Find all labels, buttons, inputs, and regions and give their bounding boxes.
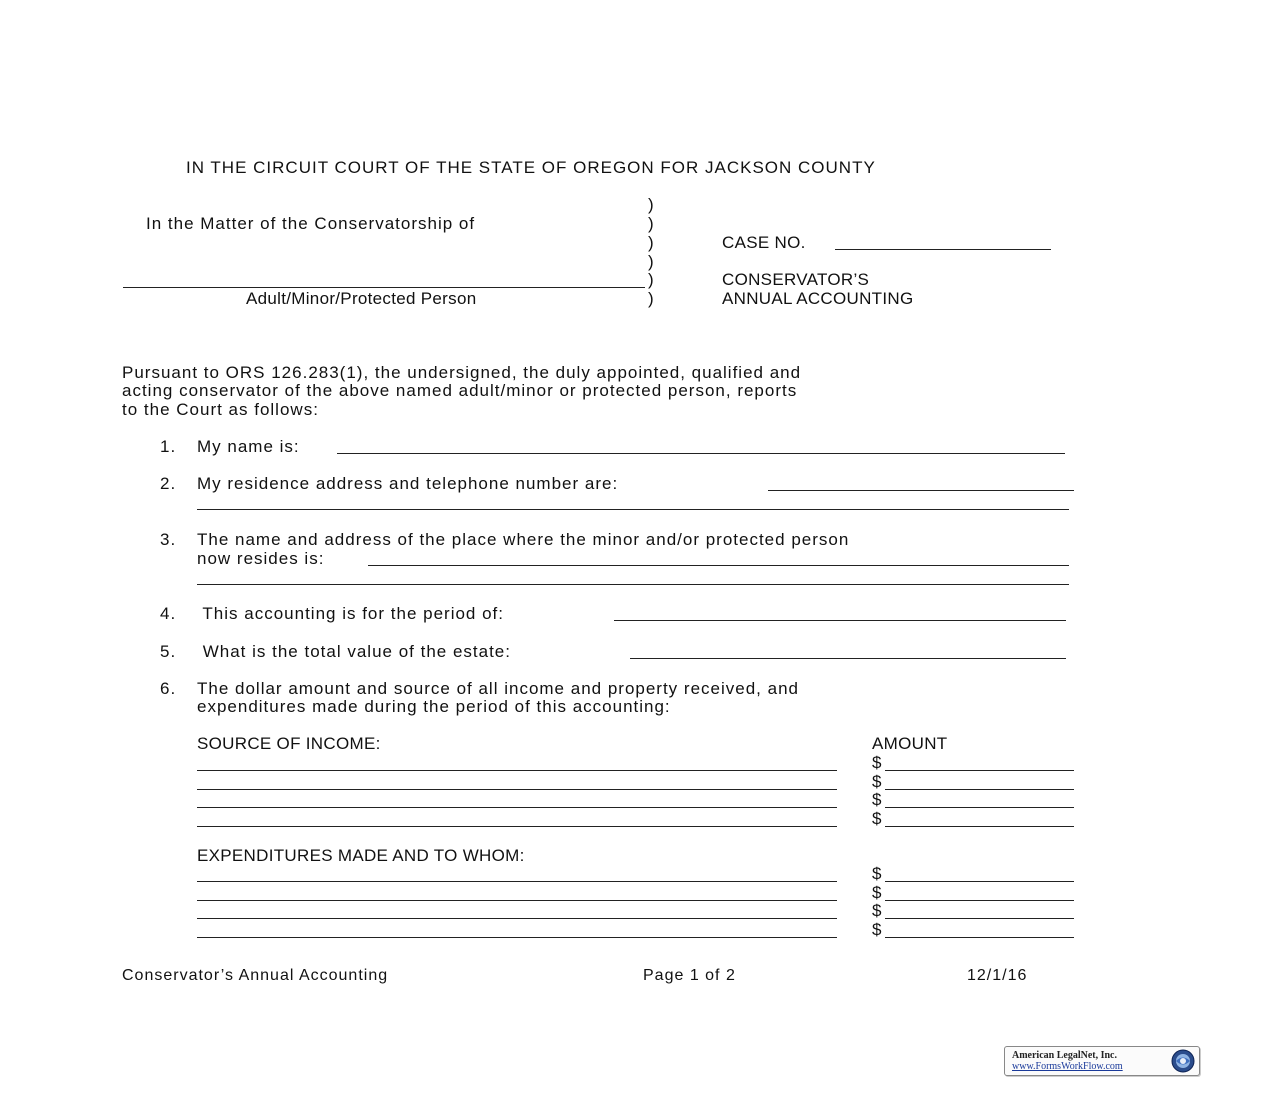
expenditure-amount-field[interactable]: [885, 937, 1074, 938]
intro-line-2: acting conservator of the above named adult/minor or protected person, reports: [122, 381, 798, 400]
globe-icon: [1171, 1049, 1195, 1073]
expenditure-field[interactable]: [197, 881, 837, 882]
court-title: IN THE CIRCUIT COURT OF THE STATE OF OREGON FOR JACKSON COUNTY: [186, 158, 876, 177]
income-source-field[interactable]: [197, 789, 837, 790]
party-label: Adult/Minor/Protected Person: [246, 289, 477, 308]
item-number: 3.: [160, 530, 177, 549]
income-amount-header: AMOUNT: [872, 734, 948, 753]
intro-line-1: Pursuant to ORS 126.283(1), the undersigned, the duly appointed, qualified and: [122, 363, 802, 382]
paren: ): [648, 195, 654, 214]
case-no-field[interactable]: [835, 249, 1051, 250]
paren: ): [648, 252, 654, 271]
item-number: 1.: [160, 437, 177, 456]
item-text-cont: now resides is:: [197, 549, 325, 568]
name-field[interactable]: [337, 453, 1065, 454]
estate-value-field[interactable]: [630, 658, 1066, 659]
income-amount-field[interactable]: [885, 789, 1074, 790]
item-text-cont: expenditures made during the period of this accounting:: [197, 697, 671, 716]
doc-title-line1: CONSERVATOR’S: [722, 270, 870, 289]
expenditures-header: EXPENDITURES MADE AND TO WHOM:: [197, 846, 525, 865]
period-field[interactable]: [614, 620, 1066, 621]
expenditure-field[interactable]: [197, 937, 837, 938]
protected-residence-field-line-2[interactable]: [197, 584, 1069, 585]
item-text: My name is:: [197, 437, 300, 456]
item-number: 2.: [160, 474, 177, 493]
item-number: 4.: [160, 604, 177, 623]
party-name-field[interactable]: [123, 287, 645, 288]
dollar-sign: $: [872, 809, 882, 828]
dollar-sign: $: [872, 753, 882, 772]
expenditure-amount-field[interactable]: [885, 900, 1074, 901]
dollar-sign: $: [872, 790, 882, 809]
income-amount-field[interactable]: [885, 826, 1074, 827]
paren: ): [648, 270, 654, 289]
matter-label: In the Matter of the Conservatorship of: [146, 214, 476, 233]
item-text: The name and address of the place where the minor and/or protected person: [197, 530, 850, 549]
item-number: 5.: [160, 642, 177, 661]
logo-company-name: American LegalNet, Inc.: [1012, 1050, 1117, 1061]
item-text: My residence address and telephone number are:: [197, 474, 619, 493]
dollar-sign: $: [872, 772, 882, 791]
expenditure-amount-field[interactable]: [885, 918, 1074, 919]
item-text: The dollar amount and source of all income and property received, and: [197, 679, 799, 698]
residence-field-line-2[interactable]: [197, 509, 1069, 510]
income-source-field[interactable]: [197, 826, 837, 827]
case-no-label: CASE NO.: [722, 233, 806, 252]
footer-date: 12/1/16: [967, 967, 1028, 984]
paren: ): [648, 289, 654, 308]
dollar-sign: $: [872, 901, 882, 920]
footer-doc-title: Conservator’s Annual Accounting: [122, 967, 389, 984]
income-amount-field[interactable]: [885, 807, 1074, 808]
item-text: This accounting is for the period of:: [197, 604, 505, 623]
residence-field[interactable]: [768, 490, 1074, 491]
income-source-field[interactable]: [197, 770, 837, 771]
expenditure-amount-field[interactable]: [885, 881, 1074, 882]
income-amount-field[interactable]: [885, 770, 1074, 771]
paren: ): [648, 233, 654, 252]
paren: ): [648, 214, 654, 233]
expenditure-field[interactable]: [197, 900, 837, 901]
publisher-logo[interactable]: [1004, 1046, 1200, 1076]
income-source-field[interactable]: [197, 807, 837, 808]
item-text: What is the total value of the estate:: [197, 642, 511, 661]
doc-title-line2: ANNUAL ACCOUNTING: [722, 289, 914, 308]
dollar-sign: $: [872, 864, 882, 883]
dollar-sign: $: [872, 920, 882, 939]
logo-url-link[interactable]: www.FormsWorkFlow.com: [1012, 1061, 1123, 1072]
intro-line-3: to the Court as follows:: [122, 400, 319, 419]
dollar-sign: $: [872, 883, 882, 902]
item-number: 6.: [160, 679, 177, 698]
expenditure-field[interactable]: [197, 918, 837, 919]
protected-residence-field[interactable]: [368, 565, 1069, 566]
income-source-header: SOURCE OF INCOME:: [197, 734, 381, 753]
footer-page-number: Page 1 of 2: [643, 967, 736, 984]
